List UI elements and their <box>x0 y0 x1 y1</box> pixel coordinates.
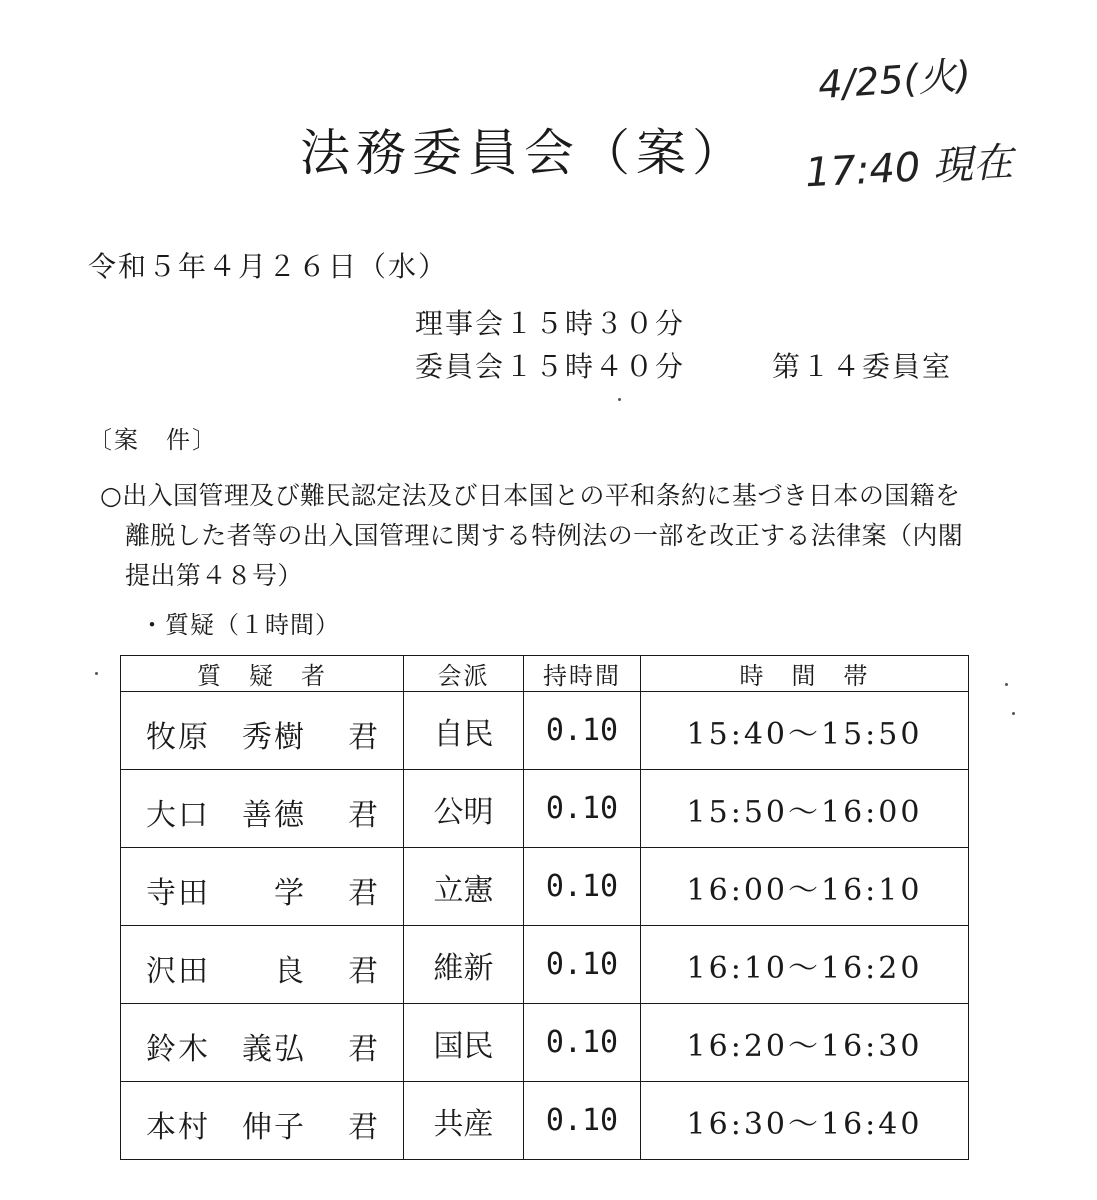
honorific: 君 <box>348 1032 378 1067</box>
bill-line: 離脱した者等の出入国管理に関する特例法の一部を改正する法律案（内閣 <box>125 521 964 550</box>
table-row <box>121 1082 969 1160</box>
time-allotted-cell: 0.10 <box>524 926 641 1004</box>
header-time-allotted: 持時間 <box>524 656 641 692</box>
honorific: 君 <box>348 798 378 833</box>
bill-line: ○出入国管理及び難民認定法及び日本国との平和条約に基づき日本の国籍を <box>100 481 961 510</box>
table-row <box>121 770 969 848</box>
questioning-schedule-table <box>120 655 969 1160</box>
meeting-date: 令和５年４月２６日（水） <box>88 250 449 283</box>
honorific: 君 <box>348 1110 378 1145</box>
time-slot-cell: 15:40～15:50 <box>641 692 969 770</box>
questioner-name-cell <box>121 1004 404 1082</box>
questioner-name: 鈴木 義弘 <box>146 1032 306 1067</box>
honorific: 君 <box>348 876 378 911</box>
questioner-name-cell <box>121 1082 404 1160</box>
time-slot-cell: 16:30～16:40 <box>641 1082 969 1160</box>
questioner-name-cell <box>121 926 404 1004</box>
meeting-room: 第１４委員室 <box>772 350 953 383</box>
header-party: 会派 <box>404 656 524 692</box>
handwritten-time-note: 17:40 現在 <box>803 139 1015 197</box>
bill-line: 提出第４８号） <box>125 561 303 590</box>
time-slot-cell: 16:00～16:10 <box>641 848 969 926</box>
document-title: 法務委員会（案） <box>300 124 748 182</box>
party-cell: 維新 <box>404 926 524 1004</box>
time-allotted-cell: 0.10 <box>524 1004 641 1082</box>
questioner-name: 寺田 学 <box>146 876 306 911</box>
questioner-name: 本村 伸子 <box>146 1110 306 1145</box>
table-row <box>121 692 969 770</box>
time-slot-cell: 15:50～16:00 <box>641 770 969 848</box>
table-row <box>121 926 969 1004</box>
party-cell: 自民 <box>404 692 524 770</box>
questioner-name: 牧原 秀樹 <box>146 720 306 755</box>
questioner-name-cell <box>121 848 404 926</box>
agenda-heading: 〔案 件〕 <box>88 426 218 454</box>
questioner-name: 大口 善德 <box>146 798 306 833</box>
scan-speck <box>1005 683 1008 686</box>
questioner-name-cell <box>121 692 404 770</box>
scan-speck <box>1012 712 1015 715</box>
committee-meeting-time: 委員会１５時４０分 <box>415 350 686 383</box>
questioner-name-cell <box>121 770 404 848</box>
honorific: 君 <box>348 720 378 755</box>
time-allotted-cell: 0.10 <box>524 1082 641 1160</box>
questioning-heading: ・質疑（１時間） <box>140 611 340 639</box>
party-cell: 公明 <box>404 770 524 848</box>
handwritten-date-note: 4/25(火) <box>816 52 973 108</box>
time-slot-cell: 16:10～16:20 <box>641 926 969 1004</box>
bill-description <box>100 476 995 596</box>
party-cell: 共産 <box>404 1082 524 1160</box>
table-row <box>121 848 969 926</box>
header-questioner: 質 疑 者 <box>121 656 404 692</box>
party-cell: 国民 <box>404 1004 524 1082</box>
board-meeting-time: 理事会１５時３０分 <box>415 307 686 340</box>
questioner-name: 沢田 良 <box>146 954 306 989</box>
header-time-slot: 時 間 帯 <box>641 656 969 692</box>
honorific: 君 <box>348 954 378 989</box>
table-header-row <box>121 656 969 692</box>
scan-speck <box>95 672 98 675</box>
time-slot-cell: 16:20～16:30 <box>641 1004 969 1082</box>
time-allotted-cell: 0.10 <box>524 770 641 848</box>
party-cell: 立憲 <box>404 848 524 926</box>
time-allotted-cell: 0.10 <box>524 692 641 770</box>
time-allotted-cell: 0.10 <box>524 848 641 926</box>
table-row <box>121 1004 969 1082</box>
scan-speck <box>618 398 621 401</box>
